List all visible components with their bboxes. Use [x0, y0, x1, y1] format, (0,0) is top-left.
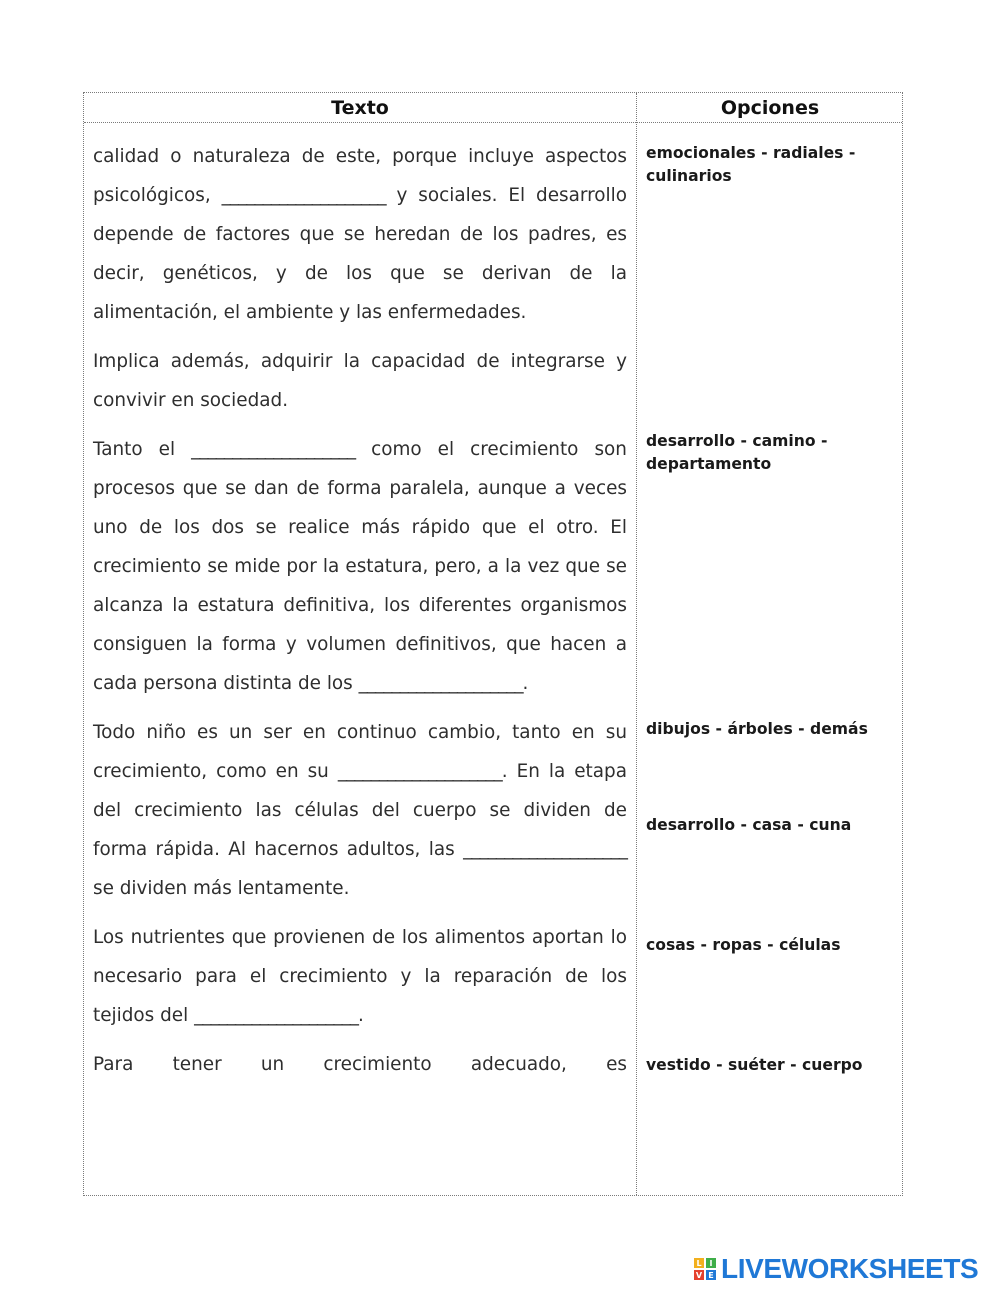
- paragraph-6: [93, 1045, 627, 1084]
- options-2: desarrollo - camino - departamento: [646, 432, 828, 473]
- paragraph-2: [93, 342, 627, 420]
- paragraph-3-text-b: como el crecimiento son procesos que se dan de forma paralela, aunque a veces uno de los dos se realice más rápido que el otro. El crecimiento se mide por la estatura, pero, a la vez que se alcanza la estatura definitiva, los diferentes organismos consiguen la forma y volumen definitivos, que hacen a cada persona distinta de los: [93, 439, 627, 694]
- blank-6[interactable]: ____________________: [194, 1005, 358, 1026]
- blank-3[interactable]: ____________________: [358, 673, 523, 694]
- header-texto: Texto: [331, 97, 389, 119]
- options-4: desarrollo - casa - cuna: [646, 816, 852, 834]
- options-3: dibujos - árboles - demás: [646, 720, 868, 738]
- paragraph-4-text-c: se dividen más lentamente.: [93, 878, 350, 899]
- paragraph-1-text-a: calidad o naturaleza de este, porque incluye aspectos psicológicos,: [93, 146, 627, 206]
- options-6: vestido - suéter - cuerpo: [646, 1056, 863, 1074]
- paragraph-4-text-a: Todo niño es un ser en continuo cambio, tanto en su crecimiento, como en su: [93, 722, 627, 782]
- text-column: [93, 137, 627, 1094]
- paragraph-3-text-a: Tanto el: [93, 439, 176, 460]
- paragraph-1-text-b: y sociales. El desarrollo depende de factores que se heredan de los padres, es decir, genéticos, y de los que se derivan de la alimentación, el ambiente y las enfermedades.: [93, 185, 627, 323]
- worksheet-table: [83, 92, 903, 1196]
- badge-letter-v: V: [695, 1270, 703, 1280]
- badge-letter-i: I: [706, 1258, 716, 1268]
- blank-5[interactable]: ____________________: [463, 839, 627, 860]
- liveworksheets-badge-icon: [693, 1257, 717, 1281]
- paragraph-5: [93, 918, 627, 1035]
- paragraph-2-text: Implica además, adquirir la capacidad de integrarse y convivir en sociedad.: [93, 351, 627, 411]
- paragraph-4: [93, 713, 627, 908]
- badge-letter-l: L: [694, 1258, 704, 1268]
- paragraph-5-text-b: .: [357, 1005, 364, 1026]
- paragraph-1: [93, 137, 627, 332]
- paragraph-3-text-c: .: [522, 673, 529, 694]
- paragraph-6-text: Para tener un crecimiento adecuado, es: [93, 1054, 627, 1075]
- blank-4[interactable]: ____________________: [337, 761, 502, 782]
- header-opciones: Opciones: [720, 97, 820, 119]
- liveworksheets-wordmark: LIVEWORKSHEETS: [721, 1253, 979, 1284]
- column-divider: [636, 93, 637, 1195]
- options-1: emocionales - radiales - culinarios: [646, 144, 856, 185]
- liveworksheets-logo: [693, 1253, 978, 1285]
- blank-2[interactable]: ____________________: [191, 439, 356, 460]
- header-divider: [84, 122, 902, 123]
- blank-1[interactable]: ____________________: [221, 185, 386, 206]
- badge-letter-e: E: [706, 1270, 716, 1280]
- paragraph-5-text-a: Los nutrientes que provienen de los alimentos aportan lo necesario para el crecimiento y la reparación de los tejidos del: [93, 927, 627, 1026]
- paragraph-3: [93, 430, 627, 703]
- options-5: cosas - ropas - células: [646, 936, 841, 954]
- paragraph-4-text-b: . En la etapa del crecimiento las células del cuerpo se dividen de forma rápida. Al hacernos adultos, las: [93, 761, 627, 860]
